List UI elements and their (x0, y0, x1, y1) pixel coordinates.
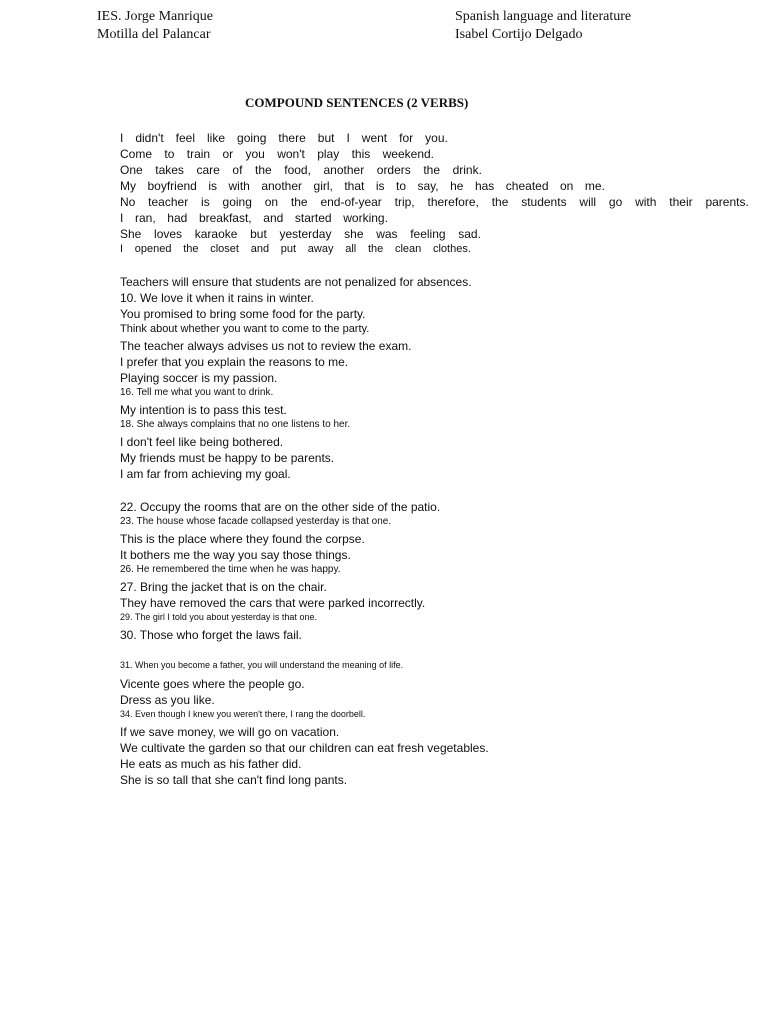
sentence-word: is (208, 179, 218, 193)
sentence-word: No (120, 195, 136, 209)
sentence-word: working. (343, 211, 388, 225)
sentence-word: weekend. (382, 147, 434, 161)
sentence-word: I (120, 243, 124, 255)
sentence-word: another (261, 179, 303, 193)
page-title: COMPOUND SENTENCES (2 VERBS) (245, 95, 469, 110)
sentence-word: to (396, 179, 407, 193)
sentence-line: Vicente goes where the people go. (120, 677, 305, 691)
sentence-line: 16. Tell me what you want to drink. (120, 387, 274, 398)
sentence-word: with (635, 195, 657, 209)
sentence-line (120, 210, 388, 226)
sentence-line (120, 194, 749, 210)
sentence-word: drink. (452, 163, 482, 177)
sentence-word: started (294, 211, 332, 225)
header-left (97, 8, 397, 43)
sentence-word: another (323, 163, 365, 177)
sentence-word: and (250, 243, 270, 255)
sentence-line: She is so tall that she can't find long pants. (120, 773, 348, 787)
sentence-word: loves (154, 227, 183, 241)
sentence-word: the (290, 195, 308, 209)
sentence-word: She (120, 227, 142, 241)
sentence-line (120, 242, 471, 257)
sentence-word: but (317, 131, 335, 145)
sentence-word: on (559, 179, 574, 193)
sentence-word: she (344, 227, 364, 241)
sentence-word: boyfriend (147, 179, 197, 193)
sentence-line (120, 226, 481, 242)
sentence-line: 31. When you become a father, you will understand the meaning of life. (120, 660, 404, 670)
sentence-word: is (375, 179, 385, 193)
sentence-word: was (376, 227, 398, 241)
school-name: IES. Jorge Manrique (97, 9, 213, 24)
sentence-word: end-of-year (320, 195, 382, 209)
sentence-word: cheated (505, 179, 549, 193)
sentence-word: yesterday (279, 227, 332, 241)
sentence-word: Come (120, 147, 153, 161)
sentence-word: for (399, 131, 414, 145)
sentence-line: Teachers will ensure that students are not penalized for absences. (120, 275, 472, 289)
sentence-word: play (317, 147, 340, 161)
sentence-word: going (222, 195, 252, 209)
sentence-line: They have removed the cars that were parked incorrectly. (120, 596, 426, 610)
sentence-line: 30. Those who forget the laws fail. (120, 628, 302, 642)
sentence-word: of (232, 163, 243, 177)
sentence-word: orders (376, 163, 411, 177)
sentence-line (120, 146, 434, 162)
sentence-word: feeling (410, 227, 446, 241)
sentence-word: closet (210, 243, 239, 255)
town-name: Motilla del Palancar (97, 26, 211, 42)
sentence-word: on (264, 195, 279, 209)
sentence-word: or (222, 147, 234, 161)
sentence-line: Dress as you like. (120, 693, 215, 707)
sentence-line: 10. We love it when it rains in winter. (120, 291, 314, 305)
sentence-line: We cultivate the garden so that our children can eat fresh vegetables. (120, 741, 489, 755)
sentence-line: 26. He remembered the time when he was happy. (120, 564, 341, 575)
sentence-word: ran, (134, 211, 156, 225)
sentence-word: that (344, 179, 365, 193)
sentence-word: like (207, 131, 226, 145)
sentence-word: didn't (135, 131, 164, 145)
header-right (455, 8, 755, 43)
sentence-word: going (237, 131, 267, 145)
sentence-line: He eats as much as his father did. (120, 757, 302, 771)
sentence-word: the (423, 163, 441, 177)
sentence-word: the (367, 243, 384, 255)
sentence-word: with (228, 179, 250, 193)
sentence-line: This is the place where they found the corpse. (120, 532, 365, 546)
sentence-line: It bothers me the way you say those things. (120, 548, 351, 562)
sentence-word: away (307, 243, 334, 255)
sentence-line: If we save money, we will go on vacation. (120, 725, 340, 739)
sentence-word: therefore, (427, 195, 479, 209)
sentence-word: say, (417, 179, 439, 193)
sentence-line: I don't feel like being bothered. (120, 435, 284, 449)
sentence-line (120, 178, 605, 194)
sentence-line: 23. The house whose facade collapsed yesterday is that one. (120, 516, 392, 527)
sentence-word: and (263, 211, 284, 225)
sentence-line: I am far from achieving my goal. (120, 467, 291, 481)
sentence-word: takes (155, 163, 184, 177)
sentence-word: care (196, 163, 220, 177)
sentence-word: My (120, 179, 136, 193)
sentence-word: clothes. (432, 243, 471, 255)
sentence-line: Playing soccer is my passion. (120, 371, 278, 385)
sentence-word: but (250, 227, 267, 241)
sentence-line: 22. Occupy the rooms that are on the other side of the patio. (120, 500, 441, 514)
sentence-word: you. (425, 131, 448, 145)
sentence-word: is (201, 195, 210, 209)
sentence-line: 34. Even though I knew you weren't there, I rang the doorbell. (120, 709, 366, 719)
teacher-name: Isabel Cortijo Delgado (455, 26, 583, 42)
sentence-line: Think about whether you want to come to the party. (120, 323, 370, 335)
sentence-word: train (186, 147, 211, 161)
sentence-word: put (280, 243, 297, 255)
sentence-word: feel (175, 131, 196, 145)
sentence-word: me. (584, 179, 605, 193)
sentence-word: you (245, 147, 265, 161)
sentence-word: won't (277, 147, 305, 161)
sentence-word: the (183, 243, 199, 255)
sentence-word: clean (394, 243, 422, 255)
sentence-word: karaoke (194, 227, 238, 241)
sentence-word: trip, (394, 195, 415, 209)
subject-name: Spanish language and literature (455, 9, 632, 24)
sentence-line (120, 162, 482, 178)
sentence-line: 27. Bring the jacket that is on the chair. (120, 580, 327, 594)
sentence-word: I (120, 131, 124, 145)
sentence-line: The teacher always advises us not to review the exam. (120, 339, 412, 353)
sentence-word: their (669, 195, 693, 209)
sentence-word: opened (134, 243, 172, 255)
sentence-word: I (120, 211, 124, 225)
sentence-word: went (361, 131, 388, 145)
sentence-line (120, 130, 448, 146)
sentence-word: go (608, 195, 623, 209)
sentence-word: he (450, 179, 464, 193)
sentence-word: breakfast, (198, 211, 252, 225)
sentence-word: students (521, 195, 567, 209)
sentence-word: all (345, 243, 357, 255)
sentence-word: girl, (313, 179, 333, 193)
sentence-word: food, (284, 163, 311, 177)
sentence-line: My intention is to pass this test. (120, 403, 287, 417)
sentence-word: has (474, 179, 495, 193)
sentence-word: parents. (705, 195, 749, 209)
sentence-line: 29. The girl I told you about yesterday is that one. (120, 612, 317, 622)
sentence-line: I prefer that you explain the reasons to me. (120, 355, 349, 369)
sentence-word: sad. (458, 227, 481, 241)
sentence-word: the (491, 195, 509, 209)
sentence-line: You promised to bring some food for the party. (120, 307, 366, 321)
sentence-line: My friends must be happy to be parents. (120, 451, 335, 465)
sentence-word: this (351, 147, 371, 161)
sentence-word: there (278, 131, 306, 145)
sentence-word: to (164, 147, 175, 161)
sentence-word: the (254, 163, 272, 177)
sentence-word: teacher (148, 195, 189, 209)
sentence-word: One (120, 163, 143, 177)
sentence-word: I (346, 131, 350, 145)
sentence-word: will (579, 195, 597, 209)
sentence-word: had (167, 211, 188, 225)
sentence-line: 18. She always complains that no one listens to her. (120, 419, 351, 430)
